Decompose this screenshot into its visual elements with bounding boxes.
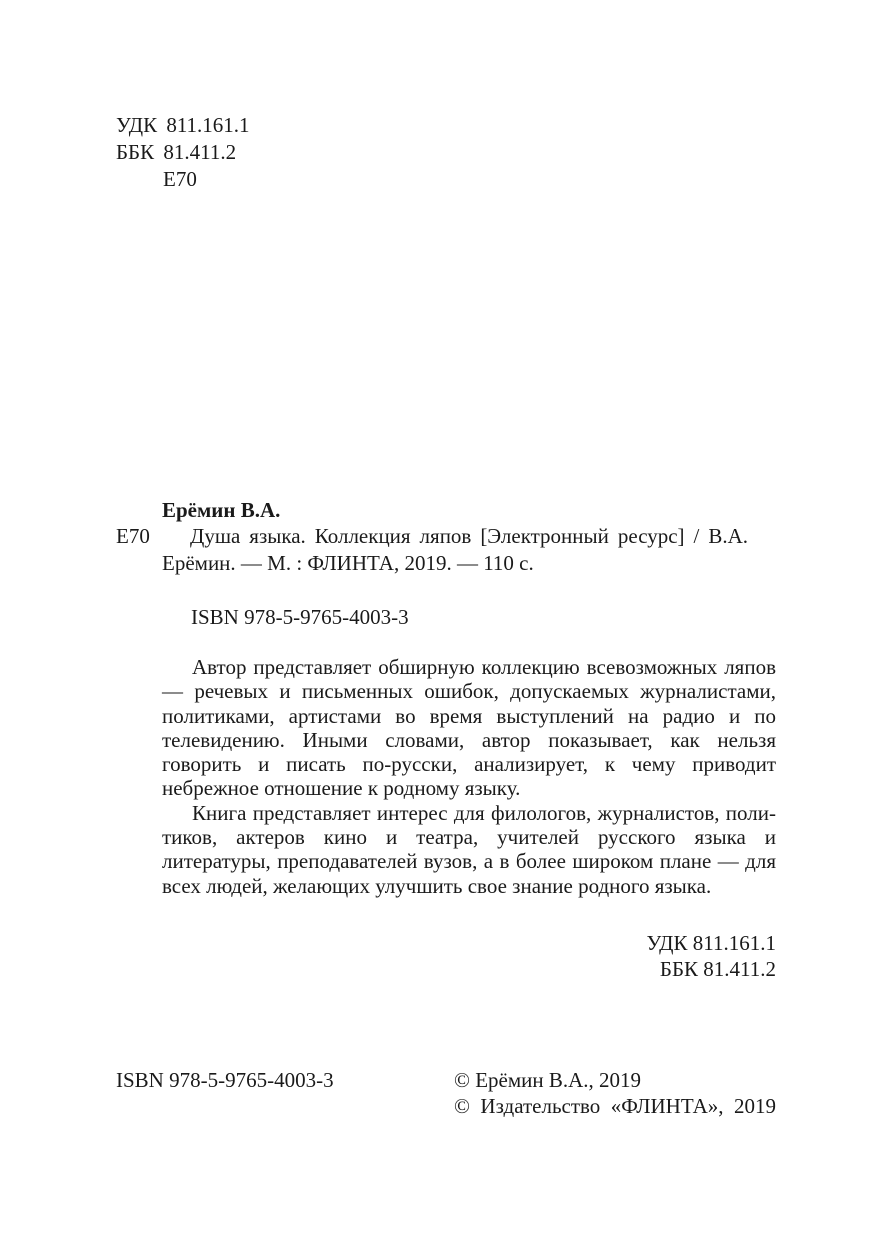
udk-value: 811.161.1: [166, 113, 250, 137]
isbn-catalog: ISBN 978-5-9765-4003-3: [191, 605, 409, 629]
bbk-classification: ББК 81.411.2: [659, 957, 776, 981]
isbn-footer: ISBN 978-5-9765-4003-3: [116, 1068, 334, 1092]
bbk-header-line: [116, 139, 236, 165]
annotation-paragraph-2: Книга представляет интерес для филологов, журналистов, политиков, актеров кино и театра, учителей русского языка и литературы, преподавателей вузов, а в более широком плане — для всех людей, желающих улучшить свое знание родного языка.: [162, 800, 776, 898]
bbk-value: 81.411.2: [163, 140, 237, 164]
bbk-label: ББК: [116, 140, 155, 164]
copyright-publisher-name: Издательство: [480, 1094, 601, 1118]
udk-header-line: [116, 112, 250, 138]
author-mark: Е70: [116, 524, 150, 548]
title-line-2: Ерёмин. — М. : ФЛИНТА, 2019. — 110 с.: [162, 551, 534, 575]
copyright-sign: ©: [454, 1094, 470, 1118]
copyright-publisher: [454, 1093, 776, 1119]
author-heading: Ерёмин В.А.: [162, 498, 281, 522]
annotation: [162, 655, 776, 898]
copyright-publisher-year: 2019: [734, 1094, 776, 1118]
title-line-1: Душа языка. Коллекция ляпов [Электронный ресурс] / В.А.: [190, 524, 748, 548]
udk-label: УДК: [116, 113, 158, 137]
udk-classification: УДК 811.161.1: [646, 931, 776, 955]
annotation-paragraph-1: Автор представляет обширную коллекцию всевозможных ляпов — речевых и письменных ошибок, допускаемых журналистами, политиками, артистами во время выступлений на радио и по телевидению. Иными словами, автор показывает, как нельзя говорить и писать по-русски, анализирует, к чему приводит небрежное отношение к родному языку.: [162, 655, 776, 801]
copyright-publisher-brand: «ФЛИНТА»,: [610, 1094, 724, 1118]
author-mark-header: Е70: [163, 167, 197, 191]
copyright-author: © Ерёмин В.А., 2019: [454, 1068, 642, 1092]
